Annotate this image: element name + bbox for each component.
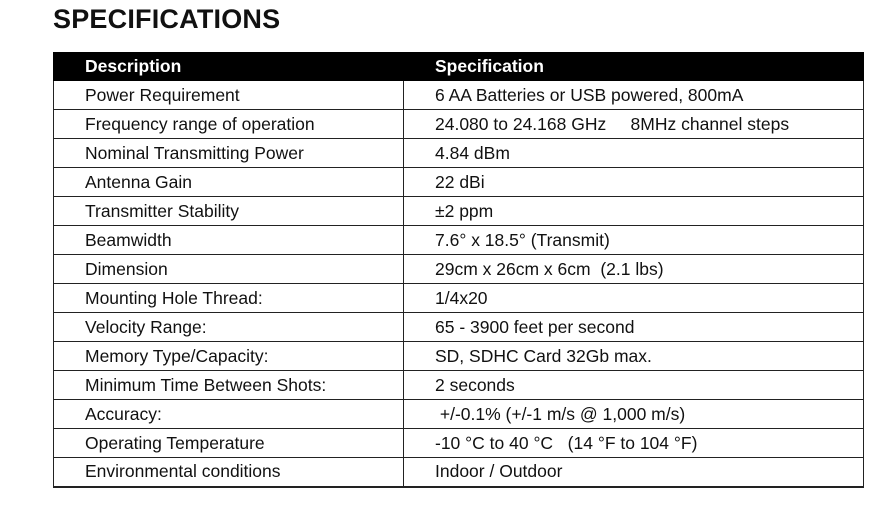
- description-cell: Transmitter Stability: [54, 197, 404, 226]
- table-row: [54, 168, 864, 197]
- table-row: [54, 371, 864, 400]
- description-cell: Mounting Hole Thread:: [54, 284, 404, 313]
- specification-cell: SD, SDHC Card 32Gb max.: [404, 342, 864, 371]
- description-cell: Nominal Transmitting Power: [54, 139, 404, 168]
- table-row: [54, 226, 864, 255]
- specification-cell: ±2 ppm: [404, 197, 864, 226]
- description-cell: Accuracy:: [54, 400, 404, 429]
- specification-cell: -10 °C to 40 °C (14 °F to 104 °F): [404, 429, 864, 458]
- description-cell: Velocity Range:: [54, 313, 404, 342]
- table-row: [54, 139, 864, 168]
- specification-cell: 6 AA Batteries or USB powered, 800mA: [404, 81, 864, 110]
- description-cell: Beamwidth: [54, 226, 404, 255]
- table-header-row: [54, 53, 864, 81]
- column-header-specification: Specification: [404, 53, 864, 81]
- description-cell: Memory Type/Capacity:: [54, 342, 404, 371]
- specifications-table: [53, 52, 864, 488]
- table-row: [54, 197, 864, 226]
- table-row: [54, 313, 864, 342]
- specification-cell: Indoor / Outdoor: [404, 458, 864, 487]
- specification-cell: 1/4x20: [404, 284, 864, 313]
- description-cell: Antenna Gain: [54, 168, 404, 197]
- table-row: [54, 81, 864, 110]
- page-title: SPECIFICATIONS: [53, 4, 281, 34]
- description-cell: Minimum Time Between Shots:: [54, 371, 404, 400]
- specification-cell: 2 seconds: [404, 371, 864, 400]
- specification-cell: 65 - 3900 feet per second: [404, 313, 864, 342]
- specification-cell: 7.6° x 18.5° (Transmit): [404, 226, 864, 255]
- description-cell: Frequency range of operation: [54, 110, 404, 139]
- table-row: [54, 110, 864, 139]
- table-row: [54, 342, 864, 371]
- description-cell: Power Requirement: [54, 81, 404, 110]
- specification-cell: 4.84 dBm: [404, 139, 864, 168]
- table-row: [54, 458, 864, 487]
- description-cell: Dimension: [54, 255, 404, 284]
- table-row: [54, 400, 864, 429]
- table-row: [54, 429, 864, 458]
- specification-cell: 22 dBi: [404, 168, 864, 197]
- description-cell: Environmental conditions: [54, 458, 404, 487]
- specification-cell: 24.080 to 24.168 GHz 8MHz channel steps: [404, 110, 864, 139]
- specification-cell: 29cm x 26cm x 6cm (2.1 lbs): [404, 255, 864, 284]
- table-row: [54, 255, 864, 284]
- description-cell: Operating Temperature: [54, 429, 404, 458]
- column-header-description: Description: [54, 53, 404, 81]
- table-row: [54, 284, 864, 313]
- specification-cell: +/-0.1% (+/-1 m/s @ 1,000 m/s): [404, 400, 864, 429]
